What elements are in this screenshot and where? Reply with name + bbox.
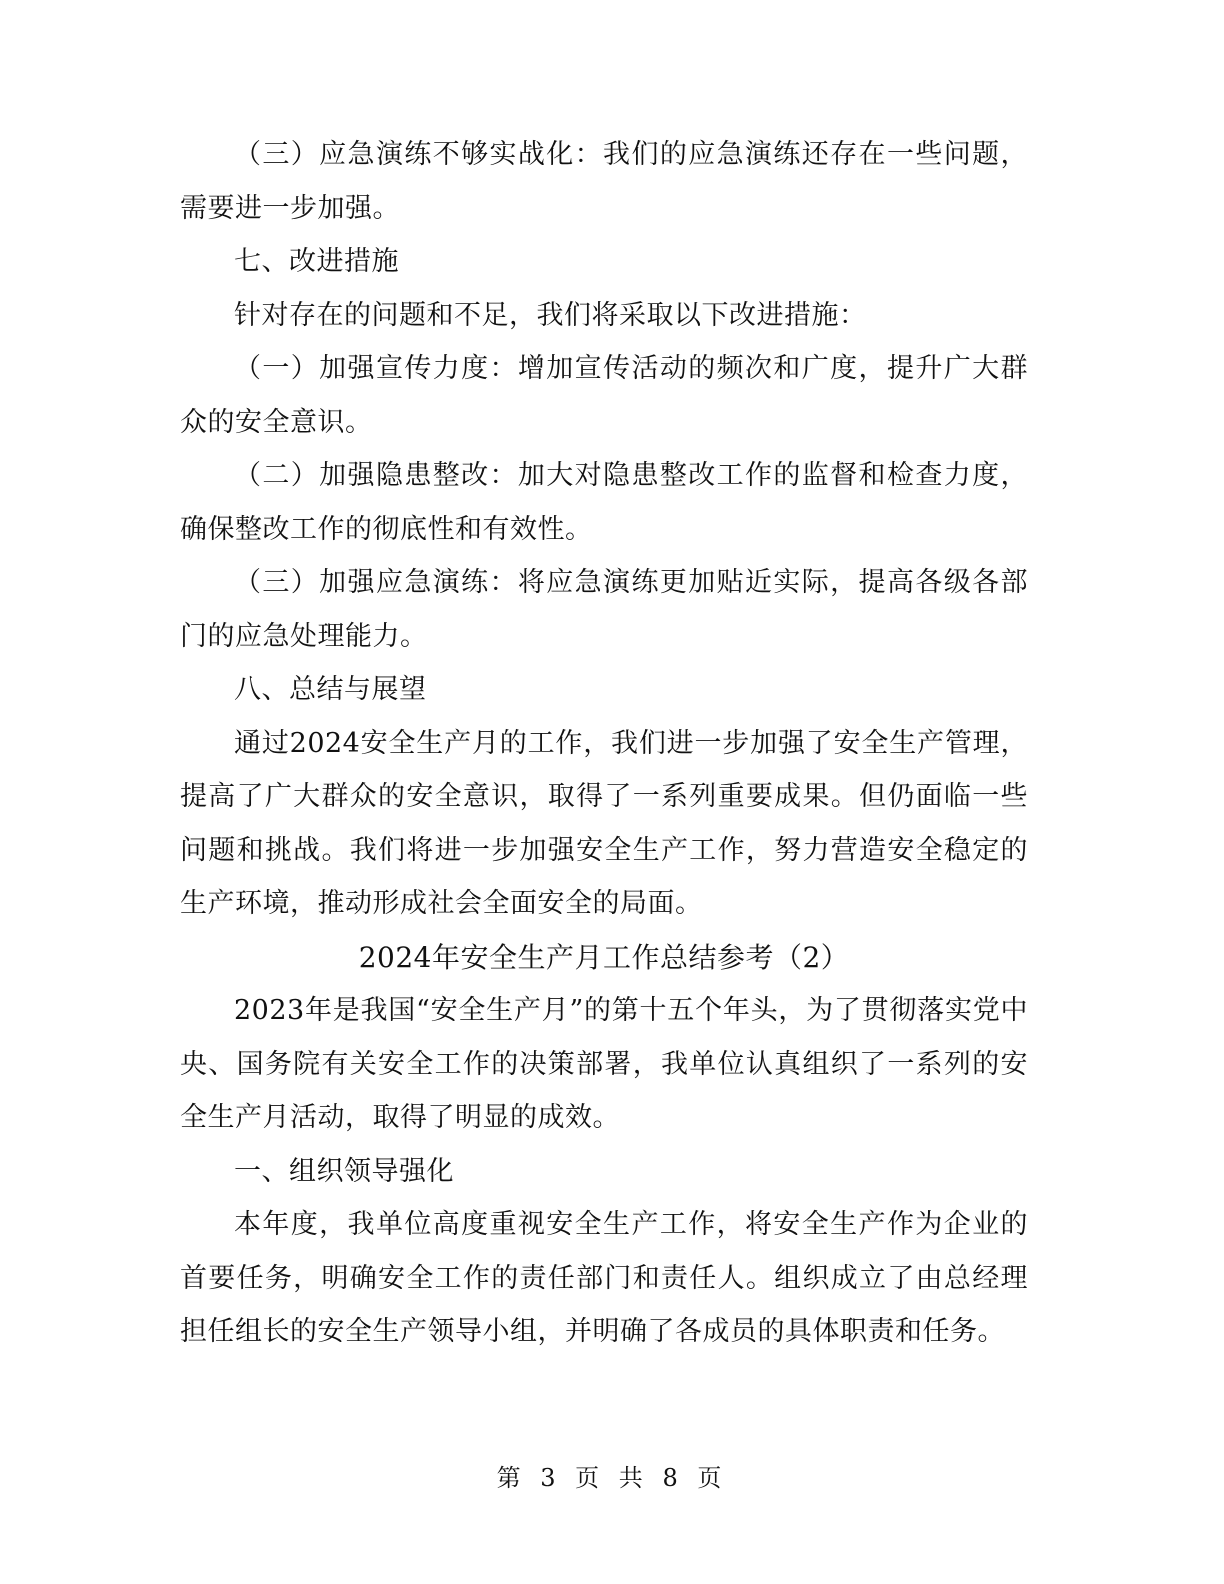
paragraph-improvement-hazards: （二）加强隐患整改：加大对隐患整改工作的监督和检查力度，确保整改工作的彻底性和有效性。 xyxy=(180,460,1028,545)
paragraph-improvement-drills: （三）加强应急演练：将应急演练更加贴近实际，提高各级各部门的应急处理能力。 xyxy=(180,567,1028,652)
paragraph-leadership: 本年度，我单位高度重视安全生产工作，将安全生产作为企业的首要任务，明确安全工作的责任部门和责任人。组织成立了由总经理担任组长的安全生产领导小组，并明确了各成员的具体职责和任务。 xyxy=(180,1209,1028,1347)
section-heading-leadership: 一、组织领导强化 xyxy=(234,1155,454,1187)
paragraph-emergency-drill-issue: （三）应急演练不够实战化：我们的应急演练还存在一些问题，需要进一步加强。 xyxy=(180,139,1028,224)
paragraph-improvement-intro: 针对存在的问题和不足，我们将采取以下改进措施： xyxy=(234,299,867,331)
document-title-part-2: 2024年安全生产月工作总结参考（2） xyxy=(358,940,850,974)
paragraph-improvement-publicity: （一）加强宣传力度：增加宣传活动的频次和广度，提升广大群众的安全意识。 xyxy=(180,353,1028,438)
document-body xyxy=(180,128,1028,1359)
page-number-footer: 第 3 页 共 8 页 xyxy=(496,1464,728,1492)
paragraph-intro-2023: 2023年是我国“安全生产月”的第十五个年头，为了贯彻落实党中央、国务院有关安全工作的决策部署，我单位认真组织了一系列的安全生产月活动，取得了明显的成效。 xyxy=(180,995,1028,1133)
section-heading-improvements: 七、改进措施 xyxy=(234,246,399,277)
paragraph-summary: 通过2024安全生产月的工作，我们进一步加强了安全生产管理，提高了广大群众的安全意识，取得了一系列重要成果。但仍面临一些问题和挑战。我们将进一步加强安全生产工作，努力营造安全稳定的生产环境，推动形成社会全面安全的局面。 xyxy=(180,727,1028,919)
section-heading-summary: 八、总结与展望 xyxy=(234,674,427,705)
